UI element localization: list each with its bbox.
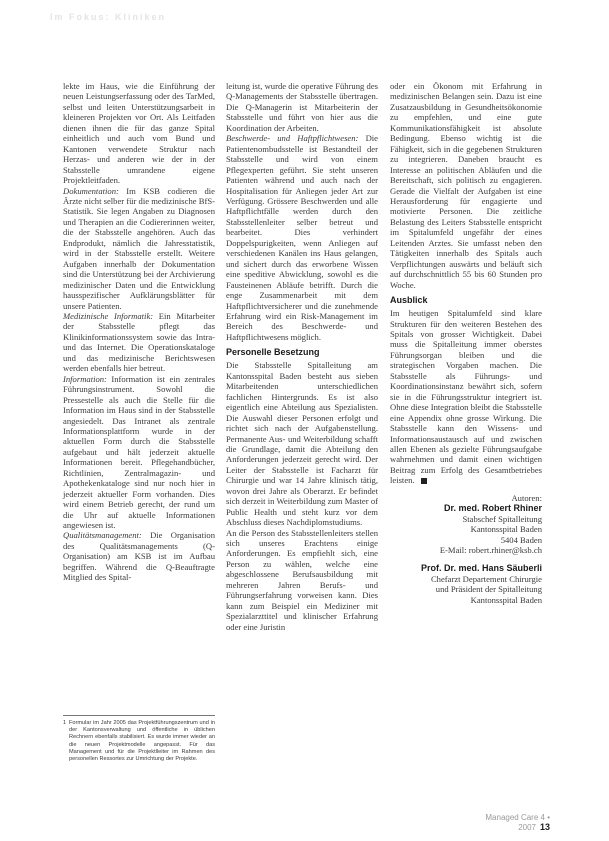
- column-3: [390, 81, 542, 605]
- paragraph: [390, 308, 542, 486]
- column-1: [63, 81, 215, 583]
- magazine-name: Managed Care 4 • 2007: [485, 813, 550, 832]
- column-2: [226, 81, 378, 632]
- paragraph: leitung ist, wurde die operative Führung des Q-Managements der Stabsstelle übertragen. Die Q-Managerin ist Mitarbeiterin der Stabsstelle und führt von hier aus die Koordination der Arbeiten.: [226, 81, 378, 133]
- paragraph: [63, 311, 215, 374]
- paragraph: [63, 374, 215, 531]
- paragraph: oder ein Ökonom mit Erfahrung in medizinischen Belangen sein. Dazu ist eine Zusatzausbildung in Gesundheitsökonomie zu empfehlen, und eine gute Kommunikationsfähigkeit ist absolute Bedingung. Ebenso wichtig ist die Fähigkeit, sich in die gegebenen Strukturen zu integrieren. Daneben braucht es Interesse an politischen Abläufen und die Bereitschaft, sich politisch zu engagieren. Gerade die Vielfalt der Aufgaben ist eine Herausforderung für engagierte und motivierte Personen. Die zeitliche Belastung des Leiters Stabsstelle entspricht im Spitalumfeld ungefähr der eines Leitenden Arztes. Sie umfasst neben den Tätigkeiten innerhalb des Spitals auch Verpflichtungen auswärts und beläuft sich auf durchschnittlich 55 bis 60 Stunden pro Woche.: [390, 81, 542, 290]
- author-organization: Kantonsspital Baden: [470, 594, 542, 605]
- author-organization: Kantonsspital Baden: [470, 524, 542, 535]
- run-in-label: Information:: [63, 373, 107, 384]
- paragraph-text: Information ist ein zentrales Führungsinstrument. Sowohl die Pressestelle als auch die Stelle für die Information im Haus sind in der Stabsstelle angesiedelt. Das Intranet als zentrale Informationsplattform wurde in der aktuellen Form durch die Stabsstelle aufgebaut und hält jederzeit aktuelle Informationen bereit. Pflegehandbücher, Richtlinien, Zentralmagazin- und Apothekenkataloge sind nur noch hier in jederzeit aktueller Form vorhanden. Dies wird einem Betrieb gerecht, der rund um die Uhr auf aktuelle Informationen angewiesen ist.: [63, 373, 215, 531]
- end-of-article-square-icon: [421, 478, 427, 484]
- footnote-number: 1: [63, 720, 67, 726]
- run-in-label: Beschwerde- und Haftpflichtwesen:: [226, 133, 359, 144]
- paragraph-text: Ein Mitarbeiter der Stabsstelle pflegt das Klinikinformationssystem sowie das Intra- und das Internet. Die Operationskataloge und das medizinische Berichtswesen werden ebenfalls hier betreut.: [63, 310, 215, 374]
- paragraph-text: Im heutigen Spitalumfeld sind klare Strukturen für den weiteren Bestehen des Spitals von grosser Wichtigkeit. Dabei muss die Spitalleitung immer oberstes Führungsorgan bleiben und die strategischen Vorgaben machen. Die Stabsstelle als Führungs- und Koordinationsinstanz bewährt sich, sofern sie in die Führungsstruktur integriert ist. Ohne diese Integration bleibt die Stabsstelle eine Appendix ohne grosse Wirkung. Die Stabsstelle kann den Wissens- und Informationsaustausch auf und zwischen allen Ebenen als gezielte Führungsaufgabe wahrnehmen und damit einen wichtigen Beitrag zum Erfolg des Gesamtbetriebes leisten.: [390, 308, 542, 486]
- page-footer: [470, 813, 550, 832]
- paragraph: lekte im Haus, wie die Einführung der neuen Leistungserfassung oder des TarMed, selbst und leiten Unterstützungsarbeit in kleineren Projekten vor Ort. Als Leitfaden dienen ihnen die für das ganze Spital einheitlich und auch vom Bund und Kantonen verwendete Struktur nach Herzas- und anderen wie der in der Stabsstelle umrandene eigene Projektleitfaden.: [63, 81, 215, 186]
- section-tag: Im Fokus: Kliniken: [50, 12, 167, 22]
- author-city: 5404 Baden: [500, 534, 542, 545]
- authors-label: Autoren:: [511, 492, 542, 503]
- author-name: Prof. Dr. med. Hans Säuberli: [420, 563, 542, 574]
- paragraph: Die Stabsstelle Spitalleitung am Kantonsspital Baden besteht aus sieben Mitarbeitenden unterschiedlichen fachlichen Hintergrunds. Es ist also eigentlich eine Abteilung aus Spezialisten. Die Auswahl dieser Personen erfolgt und richtet sich nach der Aufgabenstellung. Permanente Aus- und Weiterbildung schafft die Grundlage, damit die Abteilung den Anforderungen jederzeit gerecht wird. Der Leiter der Stabsstelle ist Facharzt für Chirurgie und war 14 Jahre klinisch tätig, wovon drei Jahre als Oberarzt. Er befindet sich derzeit in Weiterbildung zum Master of Public Health und steht kurz vor dem Abschluss dieses Nachdiplomstudiums.: [226, 360, 378, 528]
- author-role: Stabschef Spitalleitung: [462, 513, 542, 524]
- section-heading: Personelle Besetzung: [226, 347, 320, 358]
- paragraph: [63, 186, 215, 311]
- run-in-label: Qualitätsmanagement:: [63, 530, 142, 541]
- footnote: [63, 715, 215, 763]
- paragraph-text: Im KSB codieren die Ärzte nicht selber für die medizinische BfS-Statistik. Sie legen Angaben zu Diagnosen und Therapien an die Codiererinnen weiter, die der Stabsstelle angehören. Auch das Endprodukt, nämlich die Jahresstatistik, wird in der Stabsstelle erstellt. Weitere Aufgaben innerhalb der Dokumentation sind die Unterstützung bei der Archivierung medizinischer Daten und die Entwicklung hausspezifischer Aufklärungsblätter für unsere Patienten.: [63, 185, 215, 311]
- paragraph: [226, 133, 378, 342]
- page-number: 13: [539, 822, 550, 832]
- paragraph-text: Die Organisation des Qualitätsmanagements (Q-Organisation) am KSB ist im Aufbau begriffen. Während die Q-Beauftragte Mitglied des Spital-: [63, 530, 215, 583]
- paragraph-text: Die Patientenombudsstelle ist Bestandteil der Stabsstelle und wird von einem Pflegexperten geführt. Sie steht unseren Patienten während und auch nach der Hospitalisation für Anliegen jeder Art zur Verfügung. Grössere Beschwerden und alle Haftpflichtfälle werden durch den Stabsstellenleiter selber betreut und bearbeitet. Dies verhindert Doppelspurigkeiten, wenn Anliegen auf verschiedenen Kanälen ins Haus gelangen, und sichert durch das erworbene Wissen eine speditive Abwicklung, sowohl es die Fausteinenen Abläufe betrifft. Durch die enge Zusammenarbeit mit dem Haftpflichtversicherer und die zunehmende Erfahrung wird ein Risk-Management im Bereich des Beschwerde- und Haftpflichtwesens möglich.: [226, 133, 378, 342]
- author-email: E-Mail: robert.rhiner@ksb.ch: [439, 545, 542, 556]
- run-in-label: Dokumentation:: [63, 185, 119, 196]
- author-name: Dr. med. Robert Rhiner: [443, 503, 542, 514]
- paragraph: An die Person des Stabsstellenleiters stellen sich unseres Erachtens einige Anforderungen. Es empfiehlt sich, eine Person zu wählen, welche eine abgeschlossene Berufsausbildung mit mehreren Jahren Berufs- und Führungserfahrung vorweisen kann. Dies kann zum Beispiel ein Mediziner mit Spezialarzttitel und klinischer Erfahrung oder eine Juristin: [226, 527, 378, 632]
- footnote-text: Formular im Jahr 2005 das Projektführungszentrum und in der Kantonsverwaltung und öffentliche in üblichen Rechnern ebenfalls stabilisiert. Es wurde immer wieder an die neuen Projektmodelle angepasst. Für das Management und für die Projektlleiter im Rahmen des personellen Ressortes zur Umrichtung der Projekte.: [69, 720, 215, 763]
- section-heading: Ausblick: [390, 295, 428, 306]
- author-role: Chefarzt Departement Chirurgie: [430, 573, 542, 584]
- author-role: und Präsident der Spitalleitung: [435, 584, 542, 595]
- run-in-label: Medizinische Informatik:: [63, 310, 154, 321]
- author-block: [390, 493, 542, 606]
- paragraph: [63, 530, 215, 582]
